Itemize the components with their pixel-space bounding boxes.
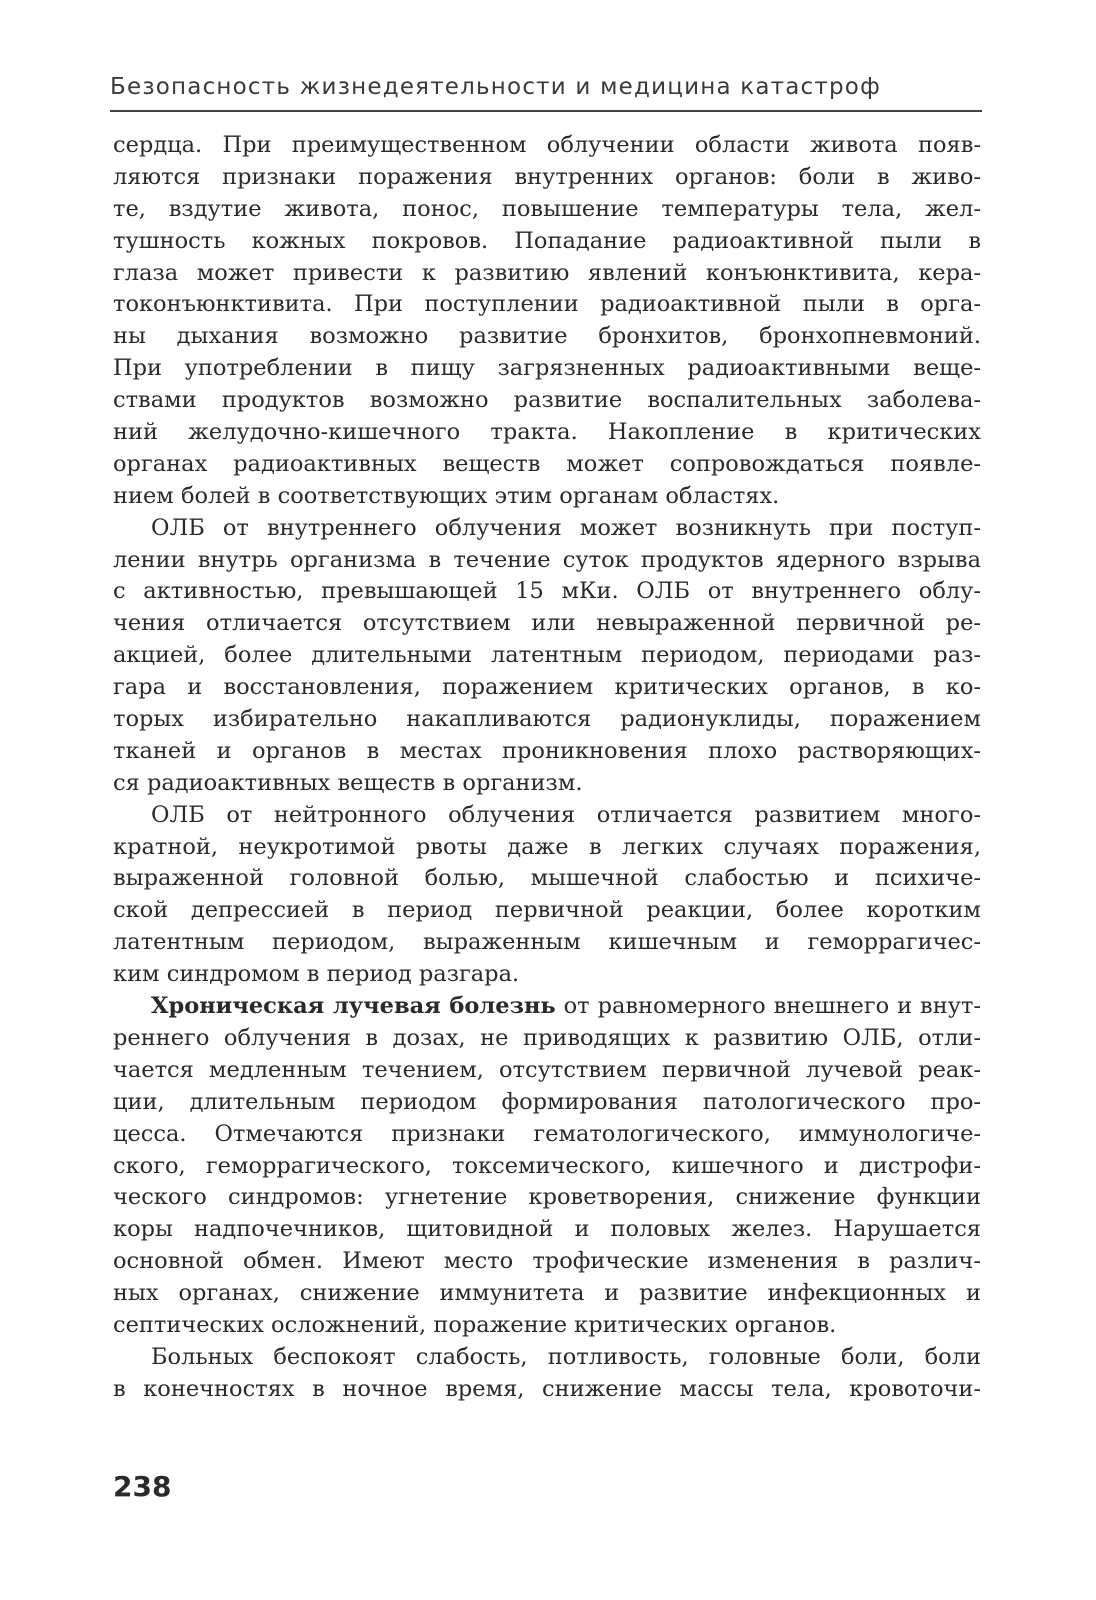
text-line: в конечностях в ночное время, снижение массы тела, кровоточи-	[113, 1375, 981, 1402]
text-line: цесса. Отмечаются признаки гематологического, иммунологиче-	[113, 1120, 981, 1147]
text-line: При употреблении в пищу загрязненных радиоактивными веще-	[113, 355, 981, 382]
text-line: тушность кожных покровов. Попадание радиоактивной пыли в	[113, 227, 981, 254]
text-line: ных органах, снижение иммунитета и развитие инфекционных и	[113, 1280, 981, 1307]
text-line	[113, 991, 981, 1023]
running-header	[110, 74, 982, 110]
text-line: торых избирательно накапливаются радионуклиды, поражением	[113, 706, 981, 733]
text-line: акцией, более длительными латентным периодом, периодами раз-	[113, 642, 981, 669]
text-line: выраженной головной болью, мышечной слабостью и психиче-	[113, 865, 981, 892]
text-span: от равномерного внешнего и внут-	[555, 993, 981, 1020]
term-chronic-radiation-sickness: Хроническая лучевая болезнь	[151, 993, 556, 1020]
text-line: Больных беспокоят слабость, потливость, головные боли, боли	[151, 1343, 981, 1370]
text-line: реннего облучения в дозах, не приводящих к развитию ОЛБ, отли-	[113, 1024, 981, 1051]
text-line: латентным периодом, выраженным кишечным и геморрагичес-	[113, 929, 981, 956]
text-line: органах радиоактивных веществ может сопровождаться появле-	[113, 450, 981, 477]
text-line: ствами продуктов возможно развитие воспалительных заболева-	[113, 387, 981, 414]
text-line: ний желудочно-кишечного тракта. Накопление в критических	[113, 419, 981, 446]
text-line: сердца. При преимущественном облучении области живота появ-	[113, 132, 981, 158]
text-line: глаза может привести к развитию явлений конъюнктивита, кера-	[113, 259, 981, 286]
text-line: коры надпочечников, щитовидной и половых желез. Нарушается	[113, 1216, 981, 1243]
text-line: лении внутрь организма в течение суток продуктов ядерного взрыва	[113, 546, 981, 573]
header-rule	[110, 110, 982, 112]
text-line: основной обмен. Имеют место трофические изменения в различ-	[113, 1248, 981, 1275]
text-line: ОЛБ от нейтронного облучения отличается развитием много-	[151, 801, 981, 828]
text-line: ческого синдромов: угнетение кроветворения, снижение функции	[113, 1184, 981, 1211]
text-line: ны дыхания возможно развитие бронхитов, бронхопневмоний.	[113, 323, 981, 350]
text-line: тканей и органов в местах проникновения плохо растворяющих-	[113, 737, 981, 764]
page-number: 238	[113, 1470, 172, 1503]
text-line: чения отличается отсутствием или невыраженной первичной ре-	[113, 610, 981, 637]
paragraph	[113, 130, 981, 513]
body-text	[113, 130, 981, 1406]
text-line: ся радиоактивных веществ в организм.	[113, 769, 583, 796]
text-line: гара и восстановления, поражением критических органов, в ко-	[113, 674, 981, 701]
running-header-title: Безопасность жизнедеятельности и медицина катастроф	[110, 74, 881, 100]
text-line: септических осложнений, поражение критических органов.	[113, 1311, 837, 1338]
text-line: ОЛБ от внутреннего облучения может возникнуть при поступ-	[151, 514, 981, 541]
paragraph	[113, 991, 981, 1342]
text-line: токонъюнктивита. При поступлении радиоактивной пыли в орга-	[113, 291, 981, 318]
text-line: ляются признаки поражения внутренних органов: боли в живо-	[113, 163, 981, 190]
paragraph	[113, 513, 981, 800]
text-line: с активностью, превышающей 15 мКи. ОЛБ от внутреннего облу-	[113, 578, 981, 605]
text-line: ции, длительным периодом формирования патологического про-	[113, 1088, 981, 1115]
paragraph	[113, 800, 981, 991]
text-line: нием болей в соответствующих этим органам областях.	[113, 482, 780, 509]
text-line: ким синдромом в период разгара.	[113, 961, 520, 988]
text-line: кратной, неукротимой рвоты даже в легких случаях поражения,	[113, 833, 981, 860]
paragraph	[113, 1342, 981, 1406]
text-line: те, вздутие живота, понос, повышение температуры тела, жел-	[113, 195, 981, 222]
text-line: чается медленным течением, отсутствием первичной лучевой реак-	[113, 1056, 981, 1083]
text-line: ской депрессией в период первичной реакции, более коротким	[113, 897, 981, 924]
text-line: ского, геморрагического, токсемического, кишечного и дистрофи-	[113, 1152, 981, 1179]
